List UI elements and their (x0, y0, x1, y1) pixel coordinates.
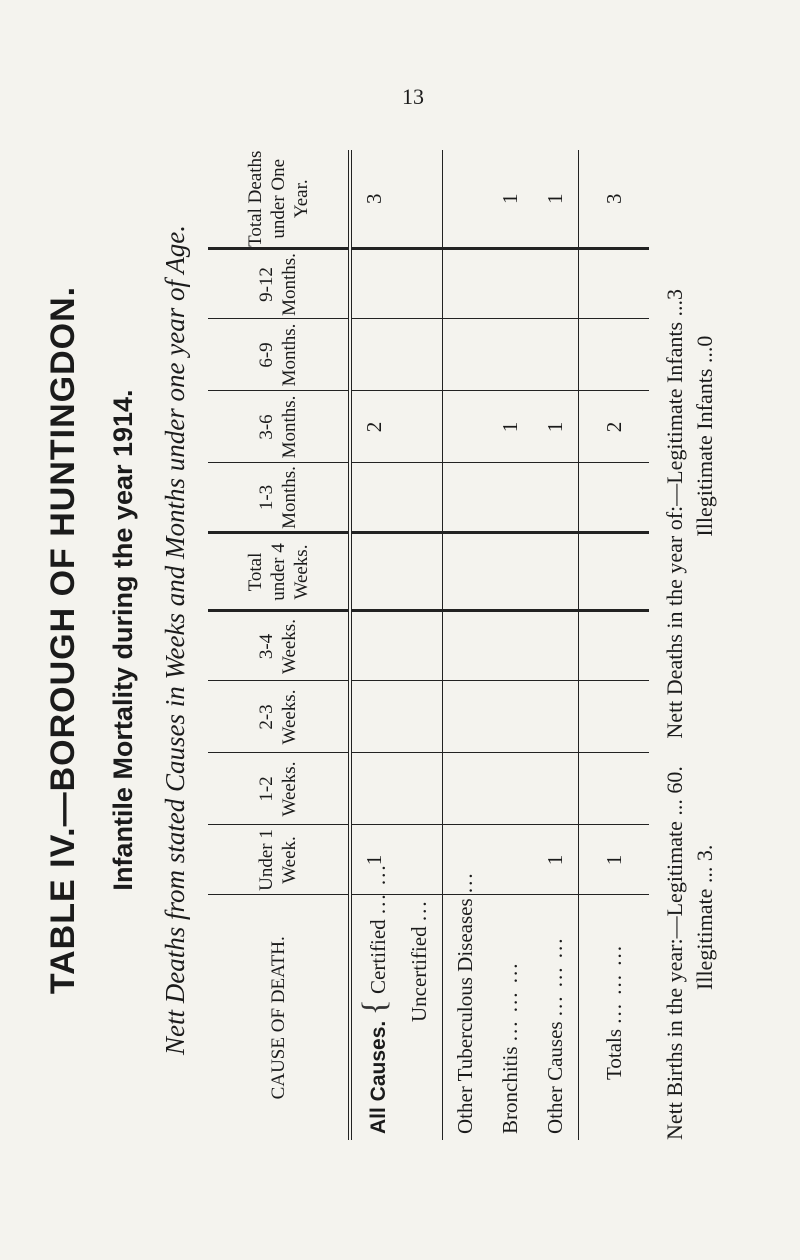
value-cell (397, 753, 443, 825)
table-title: TABLE IV.—BOROUGH OF HUNTINGDON. (44, 285, 82, 995)
value-cell (443, 463, 489, 533)
value-cell (350, 463, 397, 533)
value-cell: 2 (350, 391, 397, 463)
value-cell (397, 825, 443, 895)
cause-name: Other Tuberculous Diseases (453, 898, 477, 1134)
cause-cell (350, 863, 397, 1140)
cause-cell (443, 871, 489, 1140)
all-causes-label: All Causes. (366, 1020, 390, 1134)
value-cell (488, 681, 533, 753)
footer-line-2: Illegitimate ... 3. Illegitimate Infants ...0 (692, 335, 717, 990)
value-cell: 1 (488, 391, 533, 463)
value-cell (350, 611, 397, 681)
value-cell: 1 (533, 150, 579, 249)
cause-name: Uncertified (407, 926, 431, 1022)
cause-cell (488, 895, 533, 1140)
header-row (208, 150, 350, 1140)
value-cell (579, 249, 650, 319)
page-number: 13 (402, 84, 424, 109)
value-cell (579, 319, 650, 391)
col-9-12-months: 9-12 Months. (208, 249, 350, 319)
value-cell (533, 249, 579, 319)
cause-name: Totals (601, 1028, 626, 1080)
cause-cell (397, 895, 443, 1140)
value-cell (443, 249, 489, 319)
value-cell (443, 391, 489, 463)
col-total-under-4-weeks: Total under 4 Weeks. (208, 533, 350, 611)
title-block (40, 140, 205, 1140)
table-row (443, 150, 489, 1140)
value-cell (443, 150, 489, 249)
value-cell (533, 533, 579, 611)
value-cell (533, 463, 579, 533)
table-caption: Nett Deaths from stated Causes in Weeks and Months under one year of Age. (160, 225, 190, 1055)
value-cell (443, 533, 489, 611)
value-cell (397, 611, 443, 681)
col-1-3-months: 1-3 Months. (208, 463, 350, 533)
table-row (488, 150, 533, 1140)
value-cell (443, 319, 489, 391)
value-cell (397, 319, 443, 391)
value-cell (350, 319, 397, 391)
cause-name: Other Causes (543, 1021, 567, 1134)
value-cell (443, 681, 489, 753)
value-cell (397, 533, 443, 611)
value-cell (533, 319, 579, 391)
value-cell (488, 249, 533, 319)
leader-dots: ... ... ... (543, 936, 567, 1017)
value-cell: 3 (350, 150, 397, 249)
value-cell (350, 249, 397, 319)
value-cell (488, 319, 533, 391)
col-under-1-week: Under 1 Week. (208, 825, 350, 895)
value-cell (397, 463, 443, 533)
rotated-table-page (40, 140, 720, 1140)
value-cell (488, 611, 533, 681)
cause-name: Certified (365, 919, 390, 994)
footer-line-1: Nett Births in the year:—Legitimate ... 60. Nett Deaths in the year of:—Legitimate Infants ...3 (662, 288, 687, 1140)
value-cell (488, 463, 533, 533)
mortality-table (208, 150, 649, 1140)
col-total-under-one-year: Total Deaths under One Year. (208, 150, 350, 249)
value-cell (488, 825, 533, 895)
leader-dots: ... (407, 899, 431, 922)
value-cell (397, 391, 443, 463)
value-cell (397, 249, 443, 319)
leader-dots: ... (453, 871, 477, 894)
table-subtitle: Infantile Mortality during the year 1914. (108, 389, 138, 891)
value-cell (443, 611, 489, 681)
table-row (397, 150, 443, 1140)
col-cause-of-death: CAUSE OF DEATH. (208, 895, 350, 1140)
col-3-4-weeks: 3-4 Weeks. (208, 611, 350, 681)
leader-dots: ... ... ... (601, 943, 626, 1024)
value-cell (397, 150, 443, 249)
value-cell (488, 533, 533, 611)
value-cell: 2 (579, 391, 650, 463)
col-3-6-months: 3-6 Months. (208, 391, 350, 463)
cause-name: Bronchitis (498, 1046, 522, 1134)
value-cell: 1 (488, 150, 533, 249)
value-cell: 1 (579, 825, 650, 895)
col-6-9-months: 6-9 Months. (208, 319, 350, 391)
value-cell (533, 611, 579, 681)
value-cell (397, 681, 443, 753)
value-cell: 1 (533, 391, 579, 463)
value-cell: 3 (579, 150, 650, 249)
table-row (350, 150, 397, 1140)
cause-cell (579, 895, 650, 1140)
value-cell (579, 681, 650, 753)
value-cell (488, 753, 533, 825)
brace-glyph: { (355, 999, 393, 1016)
col-1-2-weeks: 1-2 Weeks. (208, 753, 350, 825)
value-cell: 1 (350, 825, 397, 895)
value-cell (579, 611, 650, 681)
value-cell (350, 681, 397, 753)
table-row (533, 150, 579, 1140)
value-cell (350, 753, 397, 825)
value-cell (443, 753, 489, 825)
value-cell (533, 753, 579, 825)
value-cell (579, 463, 650, 533)
totals-row (579, 150, 650, 1140)
value-cell (579, 533, 650, 611)
col-2-3-weeks: 2-3 Weeks. (208, 681, 350, 753)
cause-cell (533, 895, 579, 1140)
value-cell (533, 681, 579, 753)
value-cell (579, 753, 650, 825)
value-cell: 1 (533, 825, 579, 895)
leader-dots: ... ... ... (498, 961, 522, 1042)
value-cell (350, 533, 397, 611)
leader-dots: ... ... (365, 863, 390, 915)
